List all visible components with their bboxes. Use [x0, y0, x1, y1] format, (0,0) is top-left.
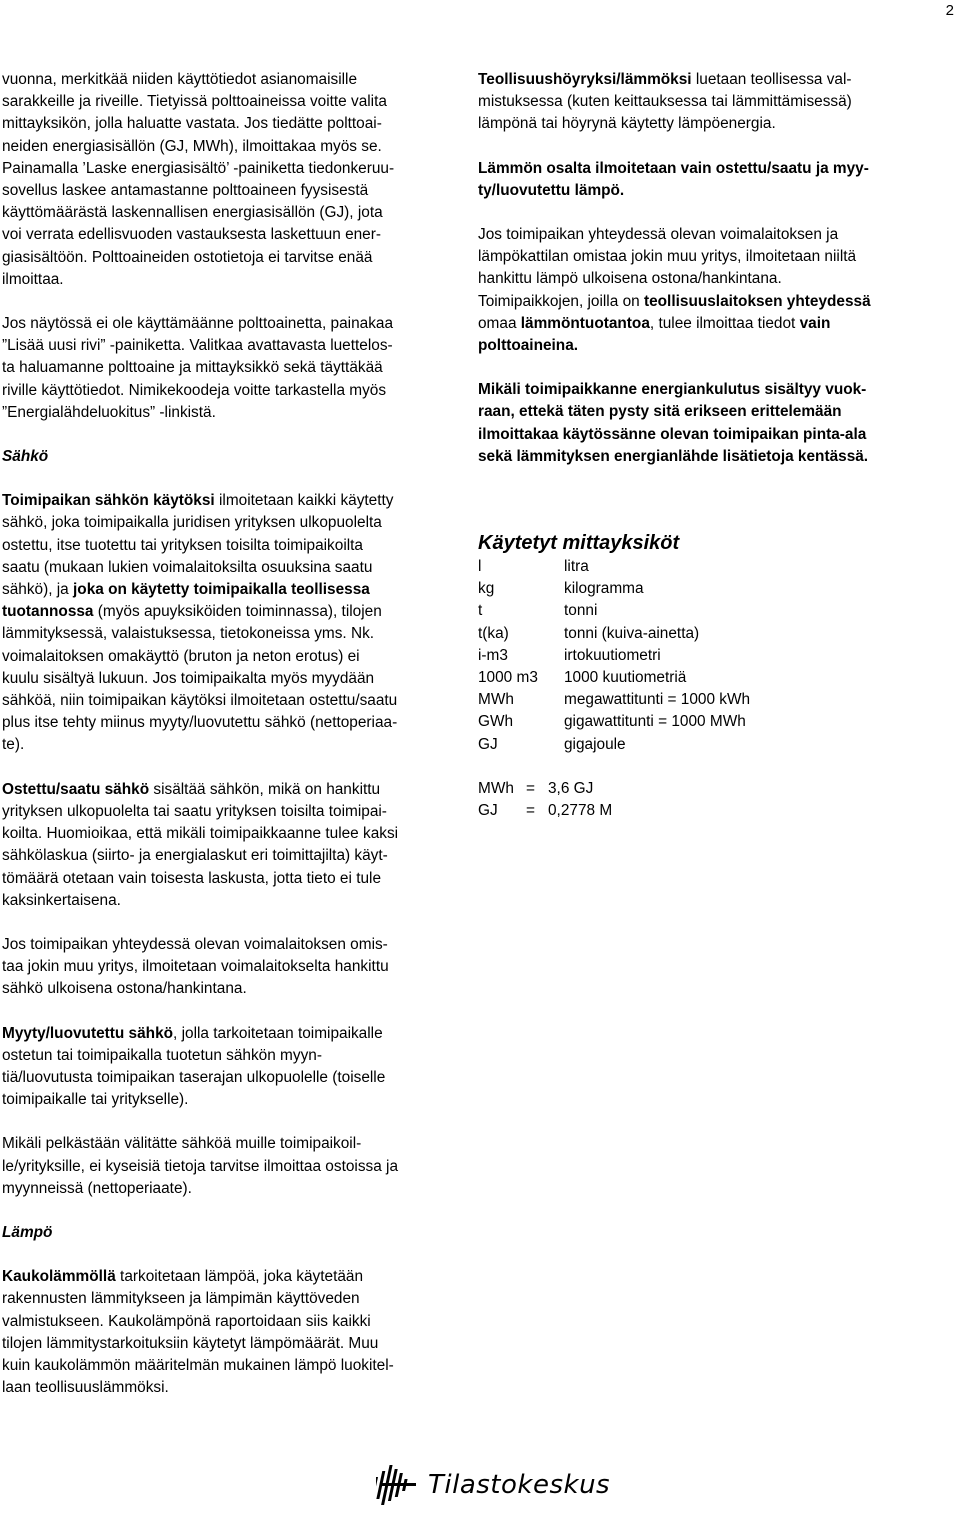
unit-name: kilogramma	[564, 580, 644, 598]
unit-name: megawattitunti = 1000 kWh	[564, 691, 751, 709]
power-plant-ownership-paragraph: Jos toimipaikan yhteydessä olevan voimalaitoksen omis- taa jokin muu yritys, ilmoitetaan voimalaitokselta hankittu sähkö ulkoisena ostona/hankintana.	[2, 935, 389, 998]
bold-term: Ostettu/saatu sähkö	[2, 780, 150, 798]
unit-abbreviation: GWh	[478, 713, 514, 731]
unit-row	[478, 623, 750, 645]
section-heading-heat: Lämpö	[2, 1223, 53, 1241]
unit-row	[478, 667, 750, 689]
unit-abbreviation: MWh	[478, 691, 514, 709]
relay-electricity-paragraph: Mikäli pelkästään välitätte sähköä muille toimipaikoil- le/yrityksille, ei kyseisiä tietoja tarvitse ilmoittaa ostoissa ja myynneissä (nettoperiaate).	[2, 1135, 399, 1197]
conversion-equals: =	[526, 779, 535, 797]
bold-term: Kaukolämmöllä	[2, 1268, 116, 1286]
fuel-instructions-paragraph: vuonna, merkitkää niiden käyttötiedot asianomaisille sarakkeille ja riveille. Tietyissä polttoaineissa voitte valita mittayksikön, jolla haluatte vastata. Jos tiedätte polttoai- neiden energiasisällön (GJ, MWh), ilmoittakaa myös se. Painamalla ’Laske energiasisältö’ -painiketta tiedonkeruu- sovellus laskee antamastanne polttoaineen fyysisestä käyttömäärästä laskennallisen energiasisällön (GJ), jota voi verrata edellisvuoden vastauksesta laskettuun ener- giasisältöön. Polttoaineiden ostotietoja ei tarvitse enää ilmoittaa.	[2, 71, 395, 288]
bold-term: Myyty/luovutettu sähkö	[2, 1024, 174, 1042]
rent-energy-note: Mikäli toimipaikkanne energiankulutus sisältyy vuok- raan, ettekä täten pysty sitä erikseen erittelemään ilmoittakaa käytössänne olevan toimipaikan pinta-ala sekä lämmityksen energianlähde lisätietoja kentässä.	[478, 381, 869, 465]
unit-name: gigajoule	[564, 735, 626, 753]
conversion-value: 0,2778 M	[548, 802, 613, 820]
purchased-electricity-paragraph: Ostettu/saatu sähkö sisältää sähkön, mikä on hankittu yrityksen ulkopuolelta tai saatu yrityksen toisilta toimipai- koilta. Huomioikaa, että mikäli toimipaikkaanne tulee kaksi sähkölaskua (siirto- ja energialaskut eri toimittajilta) käyt- tömäärä otetaan vain toisesta laskusta, jotta tieto ei tule kaksinkertaisena.	[2, 780, 399, 909]
units-table	[478, 556, 750, 756]
logo-text: Tilastokeskus	[428, 1470, 611, 1500]
units-heading: Käytetyt mittayksiköt	[478, 532, 680, 555]
own-heat-production-paragraph: Toimipaikkojen, joilla on teollisuuslaitoksen yhteydessä omaa lämmöntuotantoa, tulee ilmoittaa tiedot vain polttoaineina.	[478, 292, 871, 355]
conversion-row	[478, 778, 612, 800]
district-heating-paragraph: Kaukolämmöllä tarkoitetaan lämpöä, joka käytetään rakennusten lämmitykseen ja lämpimän käyttöveden valmistukseen. Kaukolämpönä raportoidaan siis kaikki tilojen lämmitystarkoituksiin käytetyt lämpömäärät. Muu kuin kaukolämmön määritelmän mukainen lämpö luokitel- laan teollisuuslämmöksi.	[2, 1268, 394, 1397]
unit-abbreviation: 1000 m3	[478, 669, 538, 687]
unit-name: gigawattitunti = 1000 MWh	[564, 713, 746, 731]
conversion-unit: GJ	[478, 802, 498, 820]
industrial-steam-paragraph: Teollisuushöyryksi/lämmöksi luetaan teollisessa val- mistuksessa (kuten keittauksessa tai lämmittämisessä) lämpönä tai höyrynä käytetty lämpöenergia.	[478, 71, 852, 133]
right-column	[478, 69, 878, 822]
unit-abbreviation: t	[478, 602, 483, 620]
unit-row	[478, 556, 750, 578]
unit-abbreviation: i-m3	[478, 646, 508, 664]
electricity-use-paragraph: Toimipaikan sähkön käytöksi ilmoitetaan kaikki käytetty sähkö, joka toimipaikalla juridisen yrityksen ulkopuolelta ostettu, itse tuotettu tai yrityksen toisilta toimipaikoilta saatu (mukaan lukien voimalaitoksilta osuuksina saatu sähkö), ja joka on käytetty toimipaikalla teollisessa tuotannossa (myös apuyksiköiden toiminnassa), tilojen lämmityksessä, valaistuksessa, tietokoneissa yms. Nk. voimalaitoksen omakäyttö (bruton ja neton erotus) ei kuulu sisältyä lukuun. Jos toimipaikalta myös myydään sähköä, niin toimipaikan käytöksi ilmoitetaan ostettu/saatu plus itse tehty miinus myyty/luovutettu sähkö (nettoperiaa- te).	[2, 492, 398, 754]
heat-plant-ownership-paragraph: Jos toimipaikan yhteydessä olevan voimalaitoksen ja lämpökattilan omistaa jokin muu yritys, ilmoitetaan niiltä hankittu lämpö ulkoisena ostona/hankintana.	[478, 226, 857, 288]
unit-name: tonni (kuiva-ainetta)	[564, 624, 700, 642]
unit-row	[478, 645, 750, 667]
unit-name: tonni	[564, 602, 598, 620]
unit-name: 1000 kuutiometriä	[564, 669, 687, 687]
tilastokeskus-logo	[376, 1462, 610, 1508]
unit-abbreviation: t(ka)	[478, 624, 509, 642]
conversion-value: 3,6 GJ	[548, 779, 594, 797]
unit-row	[478, 689, 750, 711]
left-column	[2, 69, 406, 1399]
unit-row	[478, 734, 750, 756]
conversion-unit: MWh	[478, 779, 514, 797]
sold-electricity-paragraph: Myyty/luovutettu sähkö, jolla tarkoitetaan toimipaikalle ostetun tai toimipaikalla tuotetun sähkön myyn- tiä/luovutusta toimipaikan taserajan ulkopuolelle (toiselle toimipaikalle tai yritykselle).	[2, 1024, 386, 1109]
unit-name: irtokuutiometri	[564, 646, 661, 664]
page-number: 2	[945, 2, 954, 19]
conversion-table	[478, 778, 612, 822]
unit-row	[478, 711, 750, 733]
unit-abbreviation: l	[478, 558, 482, 576]
bold-term: Toimipaikan sähkön käytöksi	[2, 492, 215, 510]
unit-name: litra	[564, 558, 589, 576]
unit-row	[478, 578, 750, 600]
unit-abbreviation: kg	[478, 580, 495, 598]
unit-row	[478, 600, 750, 622]
section-heading-electricity: Sähkö	[2, 448, 49, 466]
unit-abbreviation: GJ	[478, 735, 498, 753]
heat-report-note: Lämmön osalta ilmoitetaan vain ostettu/saatu ja myy- ty/luovutettu lämpö.	[478, 159, 869, 199]
bold-term: joka on käytetty toimipaikalla teollisessa tuotannossa	[2, 581, 370, 621]
add-row-paragraph: Jos näytössä ei ole käyttämäänne polttoainetta, painakaa ”Lisää uusi rivi” -painiketta. Valitkaa avattavasta luettelos- ta haluamanne polttoaine ja mittayksikkö sekä täyttäkää riville käyttötiedot. Nimikekoodeja voitte tarkastella myös ”Energialähdeluokitus” -linkistä.	[2, 315, 394, 421]
bold-term: Teollisuushöyryksi/lämmöksi	[478, 71, 692, 88]
conversion-equals: =	[526, 802, 535, 820]
tilastokeskus-logo-icon	[376, 1463, 420, 1507]
conversion-row	[478, 800, 612, 822]
